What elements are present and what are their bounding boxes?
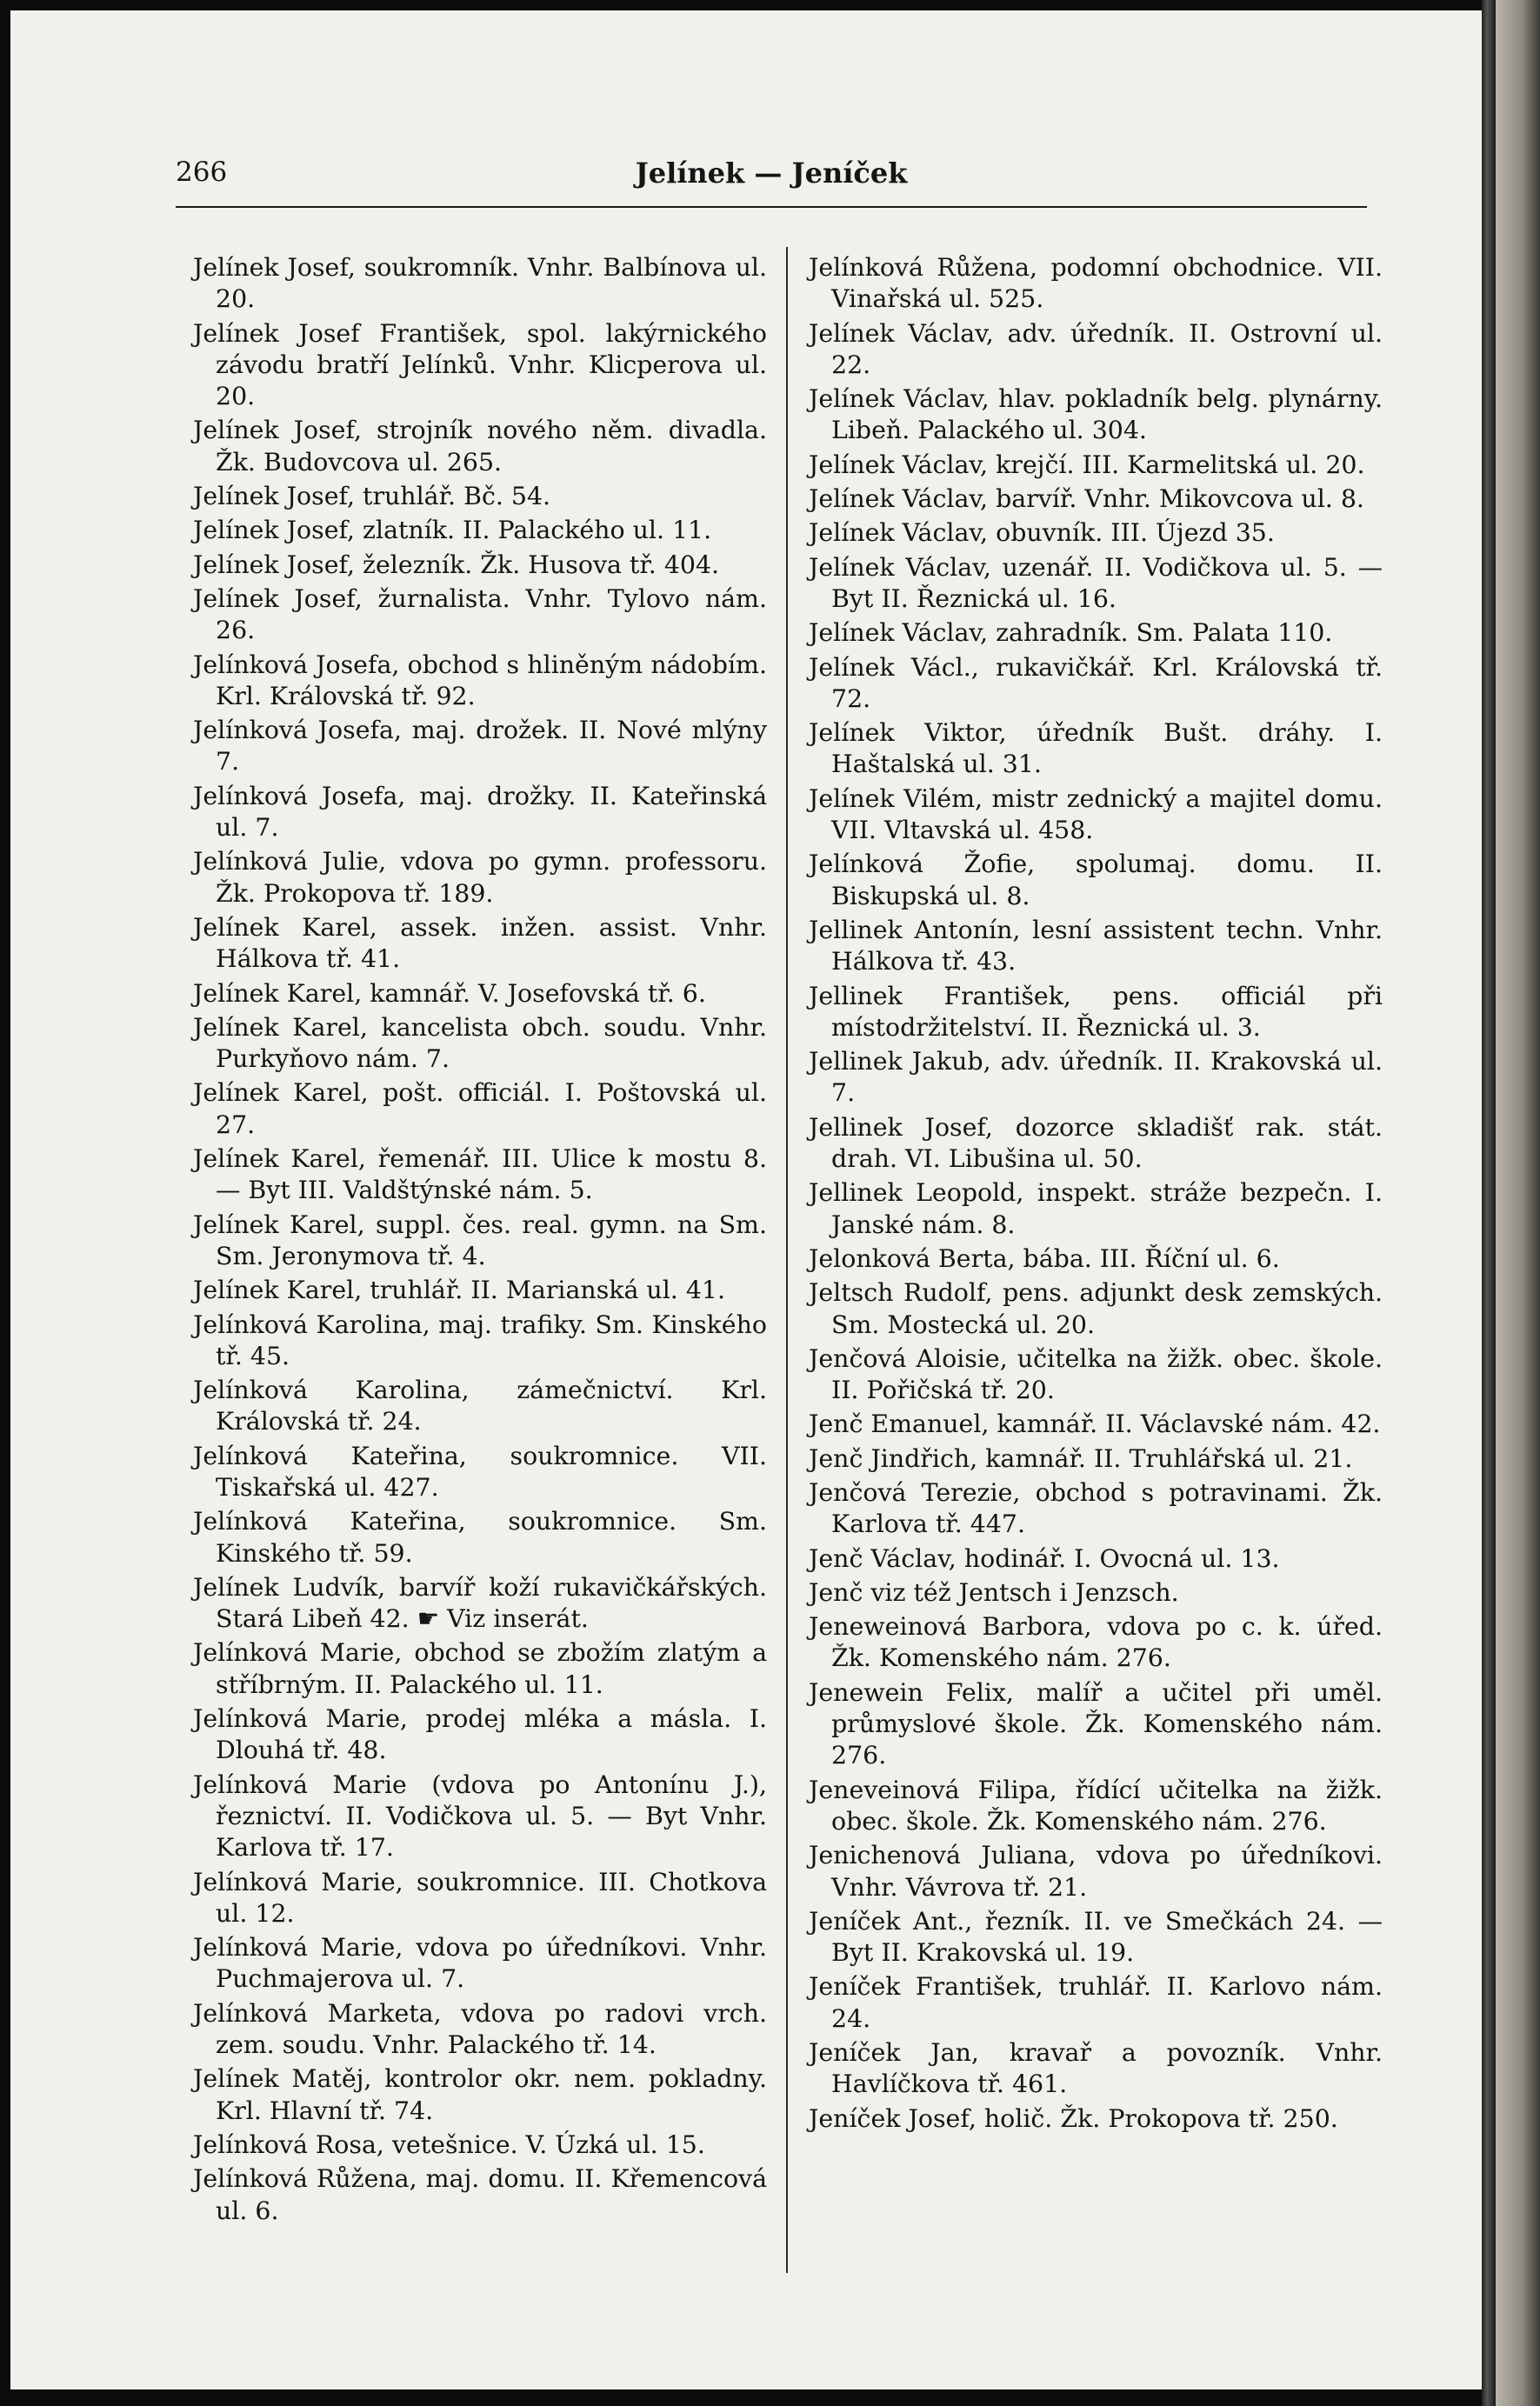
directory-entry: Jelínková Kateřina, soukromnice. VII. Tiskařská ul. 427. (193, 1441, 767, 1502)
directory-entry: Jelínek Vilém, mistr zednický a majitel domu. VII. Vltavská ul. 458. (809, 783, 1383, 845)
directory-entry: Jellinek František, pens. officiál při místodržitelství. II. Řeznická ul. 3. (809, 981, 1383, 1042)
directory-entry: Jeltsch Rudolf, pens. adjunkt desk zemských. Sm. Mostecká ul. 20. (809, 1278, 1383, 1339)
directory-entry: Jelínek Viktor, úředník Bušt. dráhy. I. Haštalská ul. 31. (809, 718, 1383, 779)
directory-entry: Jelínek Karel, kancelista obch. soudu. Vnhr. Purkyňovo nám. 7. (193, 1012, 767, 1074)
right-column (809, 252, 1383, 2137)
directory-entry: Jelínek Josef, železník. Žk. Husova tř. 404. (193, 550, 720, 579)
directory-entry: Jelínek Václav, hlav. pokladník belg. plynárny. Libeň. Palackého ul. 304. (809, 384, 1383, 445)
directory-entry: Jelínek Václav, obuvník. III. Újezd 35. (809, 518, 1275, 548)
directory-page (10, 10, 1482, 2389)
page-header (176, 157, 1367, 200)
directory-entry: Jelínek Václ., rukavičkář. Krl. Královská tř. 72. (809, 652, 1383, 713)
page-number: 266 (176, 157, 228, 188)
directory-entry: Jelínek Václav, uzenář. II. Vodičkova ul. 5. — Byt II. Řeznická ul. 16. (809, 552, 1383, 613)
directory-entry: Jelínková Kateřina, soukromnice. Sm. Kinského tř. 59. (193, 1507, 767, 1568)
directory-entry: Jeníček Josef, holič. Žk. Prokopova tř. 250. (809, 2103, 1338, 2133)
directory-entry: Jeneveinová Filipa, řídící učitelka na žižk. obec. škole. Žk. Komenského nám. 276. (809, 1775, 1383, 1836)
directory-entry: Jelínková Růžena, maj. domu. II. Křemencová ul. 6. (193, 2164, 767, 2225)
directory-entry: Jelínková Julie, vdova po gymn. professoru. Žk. Prokopova tř. 189. (193, 847, 767, 908)
directory-entry: Jelínek Václav, barvíř. Vnhr. Mikovcova ul. 8. (809, 484, 1364, 514)
directory-entry: Jelínek Josef, soukromník. Vnhr. Balbínova ul. 20. (193, 253, 767, 314)
directory-entry: Jelínek Karel, pošt. officiál. I. Poštovská ul. 27. (193, 1078, 767, 1139)
directory-entry: Jenč Jindřich, kamnář. II. Truhlářská ul. 21. (809, 1443, 1353, 1473)
column-divider (786, 247, 788, 2273)
running-title: Jelínek — Jeníček (635, 157, 908, 190)
directory-entry: Jelínková Žofie, spolumaj. domu. II. Biskupská ul. 8. (809, 850, 1383, 910)
directory-entry: Jelínek Karel, řemenář. III. Ulice k mostu 8. — Byt III. Valdštýnské nám. 5. (193, 1144, 767, 1205)
directory-entry: Jelínek Josef, zlatník. II. Palackého ul. 11. (193, 516, 712, 545)
directory-entry: Jelínková Marie, obchod se zbožím zlatým a stříbrným. II. Palackého ul. 11. (193, 1638, 767, 1699)
left-column (193, 252, 767, 2229)
directory-entry: Jelínek Josef, žurnalista. Vnhr. Tylovo nám. 26. (193, 583, 767, 645)
directory-entry: Jelínek Václav, adv. úředník. II. Ostrovní ul. 22. (809, 318, 1383, 379)
book-spine-shadow (1482, 0, 1496, 2406)
directory-entry: Jelínek Josef, strojník nového něm. divadla. Žk. Budovcova ul. 265. (193, 416, 767, 477)
directory-entry: Jenč Emanuel, kamnář. II. Václavské nám. 42. (809, 1410, 1381, 1439)
directory-entry: Jelínková Marie, vdova po úředníkovi. Vnhr. Puchmajerova ul. 7. (193, 1933, 767, 1994)
directory-entry: Jelínková Karolina, maj. trafiky. Sm. Kinského tř. 45. (193, 1310, 767, 1370)
directory-entry: Jelínková Marketa, vdova po radovi vrch. zem. soudu. Vnhr. Palackého tř. 14. (193, 1998, 767, 2060)
directory-entry: Jelínková Josefa, maj. drožky. II. Kateřinská ul. 7. (193, 781, 767, 843)
directory-entry: Jelínková Josefa, maj. drožek. II. Nové mlýny 7. (193, 716, 767, 776)
directory-entry: Jeníček Ant., řezník. II. ve Smečkách 24. — Byt II. Krakovská ul. 19. (809, 1906, 1383, 1968)
directory-entry: Jelínek Karel, truhlář. II. Marianská ul. 41. (193, 1276, 725, 1305)
directory-entry: Jenichenová Juliana, vdova po úředníkovi. Vnhr. Vávrova tř. 21. (809, 1841, 1383, 1902)
directory-entry: Jelínek Matěj, kontrolor okr. nem. pokladny. Krl. Hlavní tř. 74. (193, 2064, 767, 2125)
directory-entry: Jellinek Jakub, adv. úředník. II. Krakovská ul. 7. (809, 1047, 1383, 1108)
directory-entry: Jelínek Václav, krejčí. III. Karmelitská ul. 20. (809, 450, 1365, 479)
directory-entry: Jenčová Terezie, obchod s potravinami. Žk. Karlova tř. 447. (809, 1477, 1383, 1539)
directory-entry: Jelínek Ludvík, barvíř koží rukavičkářských. Stará Libeň 42. ☛ Viz inserát. (193, 1572, 767, 1634)
directory-entry: Jellinek Josef, dozorce skladišť rak. stát. drah. VI. Libušina ul. 50. (809, 1112, 1383, 1174)
directory-entry: Jenčová Aloisie, učitelka na žižk. obec. škole. II. Pořičská tř. 20. (809, 1343, 1383, 1405)
directory-entry: Jellinek Antonín, lesní assistent techn. Vnhr. Hálkova tř. 43. (809, 915, 1383, 976)
directory-entry: Jelínková Marie, prodej mléka a másla. I. Dlouhá tř. 48. (193, 1704, 767, 1765)
directory-entry: Jenewein Felix, malíř a učitel při uměl. průmyslové škole. Žk. Komenského nám. 276. (809, 1677, 1383, 1770)
directory-entry: Jeneweinová Barbora, vdova po c. k. úřed. Žk. Komenského nám. 276. (809, 1612, 1383, 1673)
directory-entry: Jelínek Josef, truhlář. Bč. 54. (193, 482, 551, 511)
directory-entry: Jeníček František, truhlář. II. Karlovo nám. 24. (809, 1972, 1383, 2033)
directory-entry: Jeníček Jan, kravař a povozník. Vnhr. Havlíčkova tř. 461. (809, 2038, 1383, 2099)
directory-entry: Jelínková Rosa, vetešnice. V. Úzká ul. 15. (193, 2129, 705, 2159)
facing-page-edge (1496, 0, 1540, 2406)
directory-entry: Jelínek Karel, kamnář. V. Josefovská tř. 6. (193, 978, 706, 1008)
directory-entry: Jelonková Berta, bába. III. Říční ul. 6. (809, 1243, 1280, 1273)
directory-entry: Jelínková Marie, soukromnice. III. Chotkova ul. 12. (193, 1867, 767, 1928)
directory-entry: Jenč Václav, hodinář. I. Ovocná ul. 13. (809, 1543, 1280, 1573)
directory-entry: Jelínková Josefa, obchod s hliněným nádobím. Krl. Královská tř. 92. (193, 650, 767, 710)
directory-entry: Jelínek Josef František, spol. lakýrnického závodu bratří Jelínků. Vnhr. Klicperova ul. 20. (193, 318, 767, 411)
directory-entry: Jelínek Karel, assek. inžen. assist. Vnhr. Hálkova tř. 41. (193, 912, 767, 974)
directory-entry: Jelínek Václav, zahradník. Sm. Palata 110. (809, 618, 1333, 648)
directory-entry: Jenč viz též Jentsch i Jenzsch. (809, 1577, 1179, 1607)
header-rule (176, 206, 1367, 208)
directory-entry: Jelínková Růžena, podomní obchodnice. VII. Vinařská ul. 525. (809, 253, 1383, 314)
directory-entry: Jellinek Leopold, inspekt. stráže bezpečn. I. Janské nám. 8. (809, 1178, 1383, 1239)
directory-entry: Jelínková Marie (vdova po Antonínu J.), řeznictví. II. Vodičkova ul. 5. — Byt Vnhr. Karlova tř. 17. (193, 1770, 767, 1863)
directory-entry: Jelínková Karolina, zámečnictví. Krl. Královská tř. 24. (193, 1376, 767, 1436)
directory-entry: Jelínek Karel, suppl. čes. real. gymn. na Sm. Sm. Jeronymova tř. 4. (193, 1210, 767, 1270)
